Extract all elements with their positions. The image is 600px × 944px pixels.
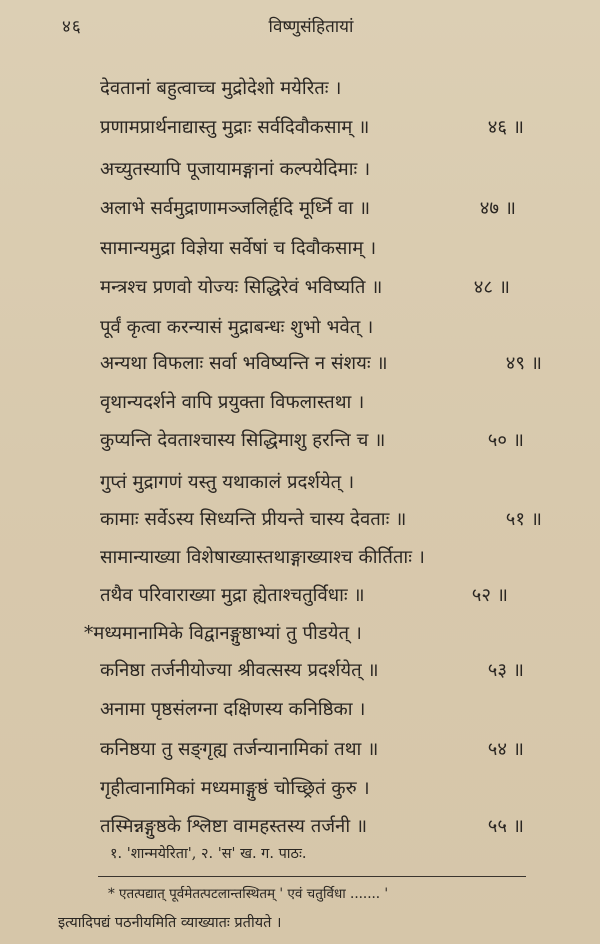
verse-line: [0, 388, 600, 418]
verse-text: अच्युतस्यापि पूजायामङ्गानां कल्पयेदिमाः ।: [100, 159, 371, 180]
verse-text: कुप्यन्ति देवताश्चास्य सिद्धिमाशु हरन्ति च ॥: [100, 430, 386, 451]
verse-text: पूर्वं कृत्वा करन्यासं मुद्राबन्धः शुभो भवेत् ।: [100, 317, 374, 338]
verse-text: कनिष्ठा तर्जनीयोज्या श्रीवत्सस्य प्रदर्शयेत् ॥: [100, 660, 379, 681]
verse-number: ५२ ॥: [471, 585, 508, 606]
verse-number: ४६ ॥: [487, 117, 524, 138]
verse-line: [0, 581, 600, 611]
verse-text: *मध्यमानामिके विद्वानङ्गुष्ठाभ्यां तु पीडयेत् ।: [84, 623, 362, 644]
verse-text: कामाः सर्वेऽस्य सिध्यन्ति प्रीयन्ते चास्य देवताः ॥: [100, 509, 407, 530]
page-header: [62, 14, 560, 40]
verse-text: गृहीत्वानामिकां मध्यमाङ्गुष्ठं चोच्छ्रितं कुरु ।: [100, 778, 370, 799]
verse-line: [0, 234, 600, 264]
verse-text: सामान्याख्या विशेषाख्यास्तथाङ्गाख्याश्च कीर्तिताः ।: [100, 547, 425, 568]
verse-line: [0, 194, 600, 224]
verse-line: [0, 774, 600, 804]
verse-text: प्रणामप्रार्थनाद्यास्तु मुद्राः सर्वदिवौकसाम् ॥: [100, 117, 370, 138]
verse-line: [0, 695, 600, 725]
variant-readings-text: १. 'शान्मयेरिता', २. 'स' ख. ग. पाठः.: [110, 846, 307, 862]
verse-line: [0, 656, 600, 686]
verse-number: ५३ ॥: [487, 660, 524, 681]
verse-line: [0, 74, 600, 104]
verse-number: ५४ ॥: [487, 739, 524, 760]
verse-number: ५१ ॥: [505, 509, 542, 530]
verse-number: ४८ ॥: [473, 277, 510, 298]
verse-text: गुप्तं मुद्रागणं यस्तु यथाकालं प्रदर्शयेत् ।: [100, 472, 355, 493]
verse-line: [0, 505, 600, 535]
verse-line: [0, 543, 600, 573]
verse-text: कनिष्ठया तु सङ्गृह्य तर्जन्यानामिकां तथा ॥: [100, 739, 379, 760]
verse-line: [0, 273, 600, 303]
verse-text: मन्त्रश्च प्रणवो योज्यः सिद्धिरेवं भविष्यति ॥: [100, 277, 383, 298]
verse-number: ५० ॥: [487, 430, 524, 451]
verse-line: [0, 155, 600, 185]
verse-line: [0, 313, 600, 343]
verse-text: सामान्यमुद्रा विज्ञेया सर्वेषां च दिवौकसाम् ।: [100, 238, 377, 259]
verse-text: अन्यथा विफलाः सर्वा भविष्यन्ति न संशयः ॥: [100, 353, 388, 374]
footnote-divider: [98, 876, 526, 877]
page-number: ४६: [62, 17, 82, 37]
verse-text: अलाभे सर्वमुद्राणामञ्जलिर्हृदि मूर्ध्नि वा ॥: [100, 198, 371, 219]
verse-line: [0, 619, 600, 649]
verse-number: ४९ ॥: [505, 353, 542, 374]
verse-number: ५५ ॥: [487, 816, 524, 837]
verse-line: [0, 349, 600, 379]
verse-line: [0, 468, 600, 498]
verse-line: [0, 812, 600, 842]
verse-text: अनामा पृष्ठसंलग्ना दक्षिणस्य कनिष्ठिका ।: [100, 699, 366, 720]
verse-line: [0, 426, 600, 456]
verse-line: [0, 113, 600, 143]
footnote-text-continuation: इत्यादिपद्यं पठनीयमिति व्याख्यातः प्रतीयते ।: [58, 915, 282, 931]
verse-text: तस्मिन्नङ्गुष्ठके श्लिष्टा वामहस्तस्य तर्जनी ॥: [100, 816, 368, 837]
footnote-text: * एतत्पद्यात् पूर्वमेतत्पटलान्तस्थितम् ' एवं चतुर्विधा ....... ': [108, 886, 389, 902]
verse-line: [0, 735, 600, 765]
verse-text: तथैव परिवाराख्या मुद्रा ह्येताश्चतुर्विधाः ॥: [100, 585, 365, 606]
running-title: विष्णुसंहितायां: [268, 17, 354, 37]
verse-number: ४७ ॥: [479, 198, 516, 219]
verse-text: वृथान्यदर्शने वापि प्रयुक्ता विफलास्तथा ।: [100, 392, 365, 413]
verse-text: देवतानां बहुत्वाच्च मुद्रोदेशो मयेरितः ।: [100, 78, 342, 99]
